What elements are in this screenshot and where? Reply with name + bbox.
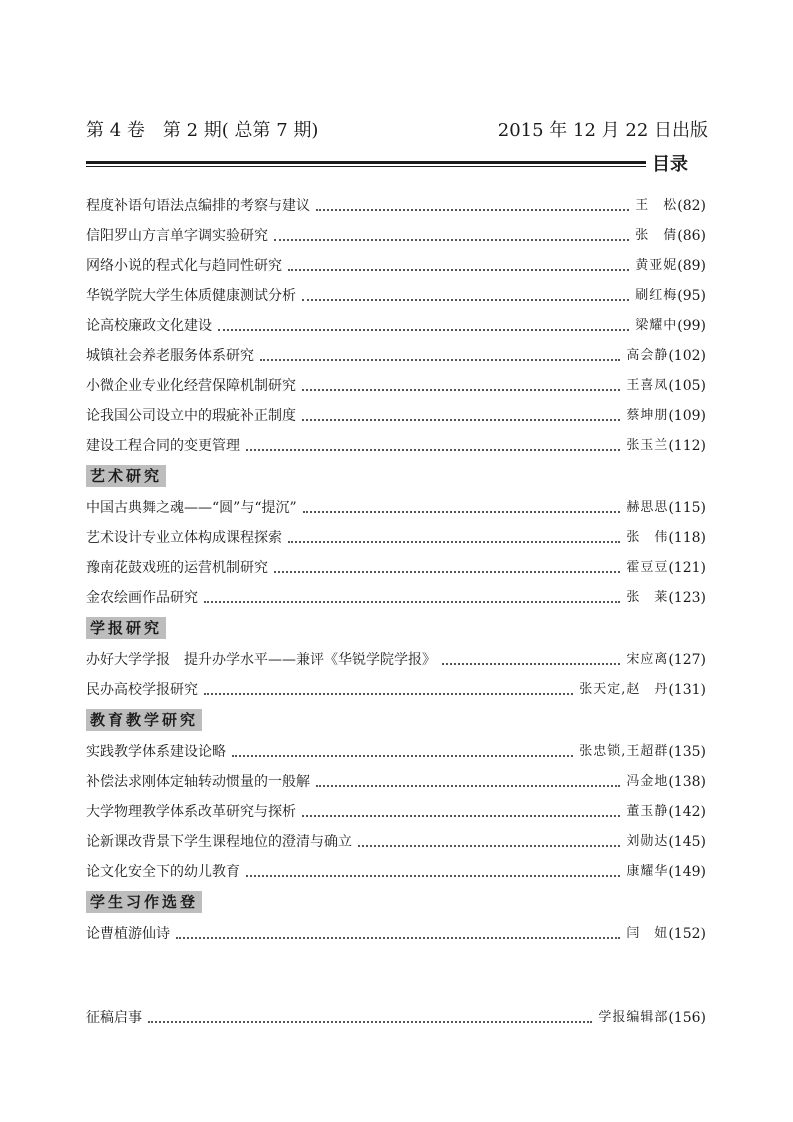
leader-dots — [302, 419, 620, 421]
double-rule — [86, 161, 646, 167]
entry-title: 华锐学院大学生体质健康测试分析 — [86, 288, 296, 304]
toc-entry[interactable] — [86, 281, 706, 311]
section-heading-education — [86, 709, 706, 731]
contents-rule — [86, 155, 708, 175]
entry-page: (99) — [677, 318, 706, 334]
toc-entry[interactable] — [86, 431, 706, 461]
leader-dots — [246, 875, 620, 877]
entry-author: 董玉静 — [626, 804, 669, 819]
section-heading-student — [86, 891, 706, 913]
section-label: 艺术研究 — [86, 465, 166, 487]
toc-entry[interactable] — [86, 191, 706, 221]
toc-entry[interactable] — [86, 523, 706, 553]
entry-title: 大学物理教学体系改革研究与探析 — [86, 804, 296, 820]
entry-title: 论文化安全下的幼儿教育 — [86, 864, 240, 880]
toc-entry[interactable] — [86, 341, 706, 371]
entry-author: 闫 妞 — [626, 926, 669, 941]
entry-author: 张 伟 — [626, 530, 669, 545]
section-label: 教育教学研究 — [86, 709, 202, 731]
leader-dots — [204, 693, 573, 695]
entry-author: 张忠锁,王超群 — [579, 744, 669, 759]
entry-author: 刷红梅 — [635, 288, 678, 303]
section-heading-journal — [86, 617, 706, 639]
leader-dots — [246, 449, 620, 451]
toc-entry-call-for-papers[interactable] — [86, 1003, 706, 1033]
toc-entry[interactable] — [86, 251, 706, 281]
leader-dots — [303, 511, 621, 513]
leader-dots — [288, 541, 620, 543]
toc-entry[interactable] — [86, 675, 706, 705]
footer-list — [86, 1003, 706, 1033]
issue-header — [86, 116, 708, 142]
entry-page: (86) — [677, 228, 706, 244]
leader-dots — [316, 209, 629, 211]
entry-title: 程度补语句语法点编排的考察与建议 — [86, 198, 310, 214]
toc-entry[interactable] — [86, 221, 706, 251]
entry-page: (145) — [668, 834, 706, 850]
leader-dots — [176, 937, 620, 939]
entry-author: 霍豆豆 — [626, 560, 669, 575]
entry-page: (123) — [668, 590, 706, 606]
entry-title: 论我国公司设立中的瑕疵补正制度 — [86, 408, 296, 424]
toc-entry[interactable] — [86, 583, 706, 613]
toc-entry[interactable] — [86, 493, 706, 523]
entry-title: 论高校廉政文化建设 — [86, 318, 212, 334]
entry-author: 蔡坤朋 — [626, 408, 669, 423]
entry-page: (112) — [668, 438, 706, 454]
entry-author: 王喜凤 — [626, 378, 669, 393]
leader-dots — [232, 755, 573, 757]
entry-title: 中国古典舞之魂——“圆”与“提沉” — [86, 500, 297, 516]
entry-page: (118) — [668, 530, 706, 546]
leader-dots — [260, 359, 620, 361]
entry-author: 刘勋达 — [626, 834, 669, 849]
entry-author: 梁耀中 — [635, 318, 678, 333]
toc-entry[interactable] — [86, 857, 706, 887]
entry-author: 冯金地 — [626, 774, 669, 789]
entry-author: 张 莱 — [626, 590, 669, 605]
entry-page: (156) — [668, 1010, 706, 1026]
entry-page: (152) — [668, 926, 706, 942]
toc-entry[interactable] — [86, 401, 706, 431]
entry-page: (135) — [668, 744, 706, 760]
entry-author: 康耀华 — [626, 864, 669, 879]
entry-title: 征稿启事 — [86, 1010, 142, 1026]
entry-title: 网络小说的程式化与趋同性研究 — [86, 258, 282, 274]
entry-title: 论曹植游仙诗 — [86, 926, 170, 942]
section-heading-art — [86, 465, 706, 487]
contents-list — [86, 191, 706, 949]
section-label: 学生习作选登 — [86, 891, 202, 913]
entry-title: 补偿法求刚体定轴转动惯量的一般解 — [86, 774, 310, 790]
contents-title: 目录 — [652, 154, 688, 175]
entry-author: 赫思思 — [626, 500, 669, 515]
entry-title: 豫南花鼓戏班的运营机制研究 — [86, 560, 268, 576]
publication-date: 2015 年 12 月 22 日出版 — [497, 120, 708, 141]
entry-title: 民办高校学报研究 — [86, 682, 198, 698]
entry-page: (142) — [668, 804, 706, 820]
leader-dots — [358, 845, 620, 847]
entry-page: (138) — [668, 774, 706, 790]
toc-entry[interactable] — [86, 797, 706, 827]
toc-entry[interactable] — [86, 371, 706, 401]
entry-author: 学报编辑部 — [598, 1010, 669, 1025]
entry-page: (131) — [668, 682, 706, 698]
entry-title: 金农绘画作品研究 — [86, 590, 198, 606]
entry-title: 建设工程合同的变更管理 — [86, 438, 240, 454]
entry-title: 办好大学学报 提升办学水平——兼评《华锐学院学报》 — [86, 652, 436, 668]
leader-dots — [302, 815, 620, 817]
leader-dots — [204, 601, 620, 603]
entry-page: (149) — [668, 864, 706, 880]
volume-issue: 第 4 卷 第 2 期( 总第 7 期) — [86, 120, 319, 141]
entry-page: (95) — [677, 288, 706, 304]
leader-dots — [442, 663, 620, 665]
leader-dots — [218, 329, 629, 331]
entry-title: 信阳罗山方言单字调实验研究 — [86, 228, 268, 244]
entry-page: (121) — [668, 560, 706, 576]
toc-entry[interactable] — [86, 645, 706, 675]
entry-page: (105) — [668, 378, 706, 394]
toc-entry[interactable] — [86, 553, 706, 583]
entry-page: (115) — [668, 500, 706, 516]
toc-entry[interactable] — [86, 311, 706, 341]
leader-dots — [288, 269, 629, 271]
entry-author: 王 松 — [635, 198, 678, 213]
toc-entry[interactable] — [86, 919, 706, 949]
toc-entry[interactable] — [86, 827, 706, 857]
leader-dots — [274, 239, 629, 241]
entry-author: 黄亚妮 — [635, 258, 678, 273]
entry-author: 张 倩 — [635, 228, 678, 243]
entry-author: 张玉兰 — [626, 438, 669, 453]
entry-author: 宋应离 — [626, 652, 669, 667]
leader-dots — [302, 299, 629, 301]
leader-dots — [316, 785, 620, 787]
entry-title: 城镇社会养老服务体系研究 — [86, 348, 254, 364]
entry-author: 张天定,赵 丹 — [579, 682, 669, 697]
entry-title: 论新课改背景下学生课程地位的澄清与确立 — [86, 834, 352, 850]
section-label: 学报研究 — [86, 617, 166, 639]
entry-page: (127) — [668, 652, 706, 668]
entry-author: 高会静 — [626, 348, 669, 363]
entry-page: (89) — [677, 258, 706, 274]
entry-page: (102) — [668, 348, 706, 364]
leader-dots — [148, 1021, 592, 1023]
entry-page: (109) — [668, 408, 706, 424]
entry-page: (82) — [677, 198, 706, 214]
toc-entry[interactable] — [86, 767, 706, 797]
toc-entry[interactable] — [86, 737, 706, 767]
entry-title: 实践教学体系建设论略 — [86, 744, 226, 760]
entry-title: 小微企业专业化经营保障机制研究 — [86, 378, 296, 394]
leader-dots — [274, 571, 620, 573]
leader-dots — [302, 389, 620, 391]
entry-title: 艺术设计专业立体构成课程探索 — [86, 530, 282, 546]
